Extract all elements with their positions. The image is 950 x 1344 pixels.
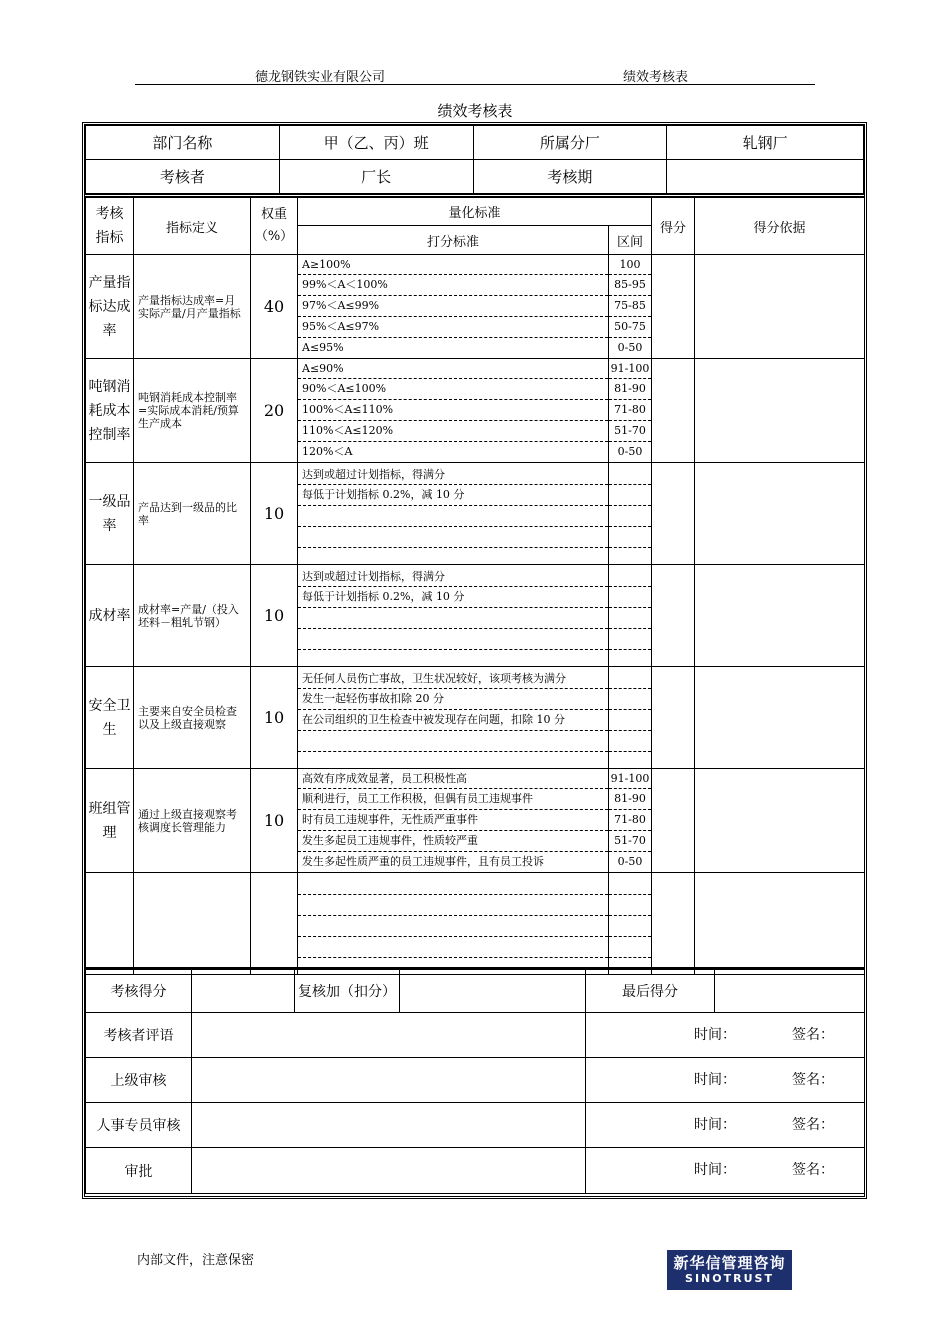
- signoff-comment[interactable]: [192, 1058, 586, 1103]
- basis-cell[interactable]: [695, 255, 865, 359]
- basis-cell[interactable]: [695, 463, 865, 565]
- confidential-note: 内部文件，注意保密: [137, 1253, 255, 1268]
- scoring-standards: [298, 359, 609, 463]
- range-value: 81-90: [609, 379, 651, 400]
- col-quant: 量化标准: [298, 198, 652, 226]
- indicator-definition: 成材率=产量/（投入坯料－粗轧节钢）: [134, 565, 251, 667]
- standard-line: 99%＜A＜100%: [298, 275, 608, 296]
- standard-line: [298, 875, 608, 895]
- col-indicator-text: 考核 指标: [95, 206, 124, 246]
- standard-line: 110%＜A≤120%: [298, 421, 608, 442]
- standard-line: 达到或超过计划指标，得满分: [298, 465, 608, 485]
- indicator-row: [86, 255, 865, 359]
- score-cell[interactable]: [652, 667, 695, 769]
- signoff-label: 考核者评语: [86, 1013, 192, 1058]
- standard-line: 顺利进行，员工工作积极，但偶有员工违规事件: [298, 789, 608, 810]
- range-value: 71-80: [609, 400, 651, 421]
- standard-line: 90%＜A≤100%: [298, 379, 608, 400]
- score-label: 考核得分: [86, 969, 192, 1013]
- standard-line: [298, 527, 608, 548]
- range-value: 0-50: [617, 341, 643, 354]
- standard-line: [298, 506, 608, 527]
- range-value: 81-90: [609, 789, 651, 810]
- signoff-label: 上级审核: [86, 1058, 192, 1103]
- standard-line: [298, 895, 608, 916]
- indicator-name: 一级品率: [86, 463, 134, 565]
- range-value: [609, 465, 651, 485]
- dept-value[interactable]: 甲（乙、丙）班: [279, 126, 473, 160]
- standard-line: [298, 608, 608, 629]
- standard-line: [298, 629, 608, 650]
- standard-line: 发生一起轻伤事故扣除 20 分: [298, 689, 608, 710]
- basis-cell[interactable]: [695, 667, 865, 769]
- col-basis: 得分依据: [695, 198, 865, 255]
- signoff-time-sign[interactable]: [586, 1058, 865, 1103]
- standard-line: 发生多起性质严重的员工违规事件，且有员工投诉: [302, 855, 544, 868]
- time-label: 时间：: [694, 1117, 736, 1133]
- col-indicator: [86, 198, 134, 255]
- indicator-definition: 产量指标达成率=月实际产量/月产量指标: [134, 255, 251, 359]
- score-cell[interactable]: [652, 769, 695, 873]
- period-value[interactable]: [667, 160, 864, 194]
- score-ranges: [609, 255, 652, 359]
- review-label: 复核加（扣分）: [295, 969, 400, 1013]
- indicator-definition: 吨钢消耗成本控制率=实际成本消耗/预算生产成本: [134, 359, 251, 463]
- score-ranges: [609, 873, 652, 975]
- standard-line: A≤95%: [302, 341, 344, 354]
- indicator-row: [86, 359, 865, 463]
- indicator-name: 吨钢消耗成本控制率: [86, 359, 134, 463]
- indicator-weight: 10: [251, 463, 298, 565]
- scoring-standards: [298, 667, 609, 769]
- standard-line: 高效有序成效显著，员工积极性高: [298, 769, 608, 789]
- indicator-weight: 10: [251, 667, 298, 769]
- range-value: [609, 608, 651, 629]
- standard-line: 120%＜A: [302, 445, 353, 458]
- range-value: 85-95: [609, 275, 651, 296]
- score-cell[interactable]: [652, 463, 695, 565]
- indicator-name: 成材率: [86, 565, 134, 667]
- scoring-standards: [298, 873, 609, 975]
- signoff-row: [86, 1013, 865, 1058]
- standard-line: 100%＜A≤110%: [298, 400, 608, 421]
- signoff-row: [86, 1103, 865, 1148]
- sign-label: 签名：: [792, 1117, 834, 1133]
- range-value: [609, 875, 651, 895]
- range-value: [609, 669, 651, 689]
- basis-cell[interactable]: [695, 873, 865, 975]
- standard-line: [298, 731, 608, 752]
- indicator-name: 班组管理: [86, 769, 134, 873]
- indicator-name: [86, 873, 134, 975]
- col-range: 区间: [609, 226, 652, 255]
- logo-text-cn: 新华信管理咨询: [673, 1254, 786, 1272]
- standard-line: A≤90%: [298, 359, 608, 379]
- signoff-comment[interactable]: [192, 1013, 586, 1058]
- branch-value[interactable]: 轧钢厂: [667, 126, 864, 160]
- indicator-row: [86, 873, 865, 975]
- score-cell[interactable]: [192, 969, 295, 1013]
- sign-label: 签名：: [792, 1072, 834, 1088]
- signoff-time-sign[interactable]: [586, 1013, 865, 1058]
- indicator-definition: 产品达到一级品的比率: [134, 463, 251, 565]
- col-weight-text: 权重 （%）: [254, 207, 294, 244]
- range-value: [609, 937, 651, 958]
- indicator-definition: [134, 873, 251, 975]
- range-value: [609, 527, 651, 548]
- indicator-table: [85, 197, 865, 975]
- standard-line: [298, 937, 608, 958]
- range-value: [609, 895, 651, 916]
- indicator-weight: [251, 873, 298, 975]
- sinotrust-logo: [667, 1250, 792, 1290]
- standard-line: 时有员工违规事件，无性质严重事件: [298, 810, 608, 831]
- range-value: 51-70: [609, 421, 651, 442]
- summary-table: [85, 968, 865, 1194]
- score-ranges: [609, 359, 652, 463]
- indicator-row: [86, 769, 865, 873]
- final-cell[interactable]: [715, 969, 865, 1013]
- col-definition: 指标定义: [134, 198, 251, 255]
- time-label: 时间：: [694, 1162, 736, 1178]
- score-ranges: [609, 769, 652, 873]
- info-table: [85, 125, 864, 194]
- range-value: 75-85: [609, 296, 651, 317]
- header-doc-title: 绩效考核表: [623, 70, 689, 85]
- company-name: 德龙钢铁实业有限公司: [255, 70, 386, 85]
- range-value: 50-75: [609, 317, 651, 338]
- range-value: [609, 689, 651, 710]
- time-label: 时间：: [694, 1027, 736, 1043]
- indicator-name: 安全卫生: [86, 667, 134, 769]
- signoff-time-sign[interactable]: [586, 1148, 865, 1194]
- dept-label: 部门名称: [86, 126, 280, 160]
- range-value: 51-70: [609, 831, 651, 852]
- indicator-row: [86, 565, 865, 667]
- score-cell[interactable]: [652, 565, 695, 667]
- standard-line: 发生多起员工违规事件，性质较严重: [298, 831, 608, 852]
- range-value: [609, 485, 651, 506]
- signoff-comment[interactable]: [192, 1148, 586, 1194]
- standard-line: 在公司组织的卫生检查中被发现存在问题，扣除 10 分: [298, 710, 608, 731]
- indicator-definition: 通过上级直接观察考核调度长管理能力: [134, 769, 251, 873]
- standard-line: 97%＜A≤99%: [298, 296, 608, 317]
- col-score: 得分: [652, 198, 695, 255]
- indicator-definition: 主要来自安全员检查以及上级直接观察: [134, 667, 251, 769]
- scoring-standards: [298, 463, 609, 565]
- signoff-comment[interactable]: [192, 1103, 586, 1148]
- period-label: 考核期: [473, 160, 667, 194]
- assessor-label: 考核者: [86, 160, 280, 194]
- standard-line: 每低于计划指标 0.2%，减 10 分: [298, 485, 608, 506]
- logo-text-en: SINOTRUST: [685, 1272, 774, 1285]
- range-value: [609, 506, 651, 527]
- range-value: [609, 587, 651, 608]
- basis-cell[interactable]: [695, 565, 865, 667]
- col-weight: [251, 198, 298, 255]
- form-title: 绩效考核表: [437, 102, 513, 120]
- score-cell[interactable]: [652, 873, 695, 975]
- indicator-weight: 20: [251, 359, 298, 463]
- standard-line: 每低于计划指标 0.2%，减 10 分: [298, 587, 608, 608]
- signoff-time-sign[interactable]: [586, 1103, 865, 1148]
- indicator-weight: 40: [251, 255, 298, 359]
- indicator-row: [86, 667, 865, 769]
- range-value: 100: [609, 255, 651, 275]
- col-scoring: 打分标准: [298, 226, 609, 255]
- sign-label: 签名：: [792, 1162, 834, 1178]
- range-value: 0-50: [617, 445, 643, 458]
- standard-line: 达到或超过计划指标，得满分: [298, 567, 608, 587]
- standard-line: [298, 916, 608, 937]
- basis-cell[interactable]: [695, 359, 865, 463]
- range-value: 71-80: [609, 810, 651, 831]
- indicator-weight: 10: [251, 769, 298, 873]
- signoff-label: 人事专员审核: [86, 1103, 192, 1148]
- signoff-row: [86, 1148, 865, 1194]
- range-value: 91-100: [609, 359, 651, 379]
- range-value: 91-100: [609, 769, 651, 789]
- signoff-row: [86, 1058, 865, 1103]
- score-cell[interactable]: [652, 255, 695, 359]
- range-value: [609, 710, 651, 731]
- scoring-standards: [298, 255, 609, 359]
- scoring-standards: [298, 769, 609, 873]
- time-label: 时间：: [694, 1072, 736, 1088]
- range-value: [609, 916, 651, 937]
- basis-cell[interactable]: [695, 769, 865, 873]
- range-value: [609, 629, 651, 650]
- sign-label: 签名：: [792, 1027, 834, 1043]
- review-cell[interactable]: [400, 969, 586, 1013]
- range-value: [609, 731, 651, 752]
- branch-label: 所属分厂: [473, 126, 667, 160]
- score-cell[interactable]: [652, 359, 695, 463]
- final-label: 最后得分: [586, 969, 715, 1013]
- assessor-value[interactable]: 厂长: [279, 160, 473, 194]
- score-ranges: [609, 565, 652, 667]
- range-value: [609, 567, 651, 587]
- standard-line: A≥100%: [298, 255, 608, 275]
- standard-line: 无任何人员伤亡事故，卫生状况较好，该项考核为满分: [298, 669, 608, 689]
- standard-line: 95%＜A≤97%: [298, 317, 608, 338]
- page-header: [135, 66, 815, 85]
- scoring-standards: [298, 565, 609, 667]
- range-value: 0-50: [617, 855, 643, 868]
- indicator-row: [86, 463, 865, 565]
- indicator-name: 产量指标达成率: [86, 255, 134, 359]
- score-ranges: [609, 463, 652, 565]
- indicator-weight: 10: [251, 565, 298, 667]
- signoff-label: 审批: [86, 1148, 192, 1194]
- score-ranges: [609, 667, 652, 769]
